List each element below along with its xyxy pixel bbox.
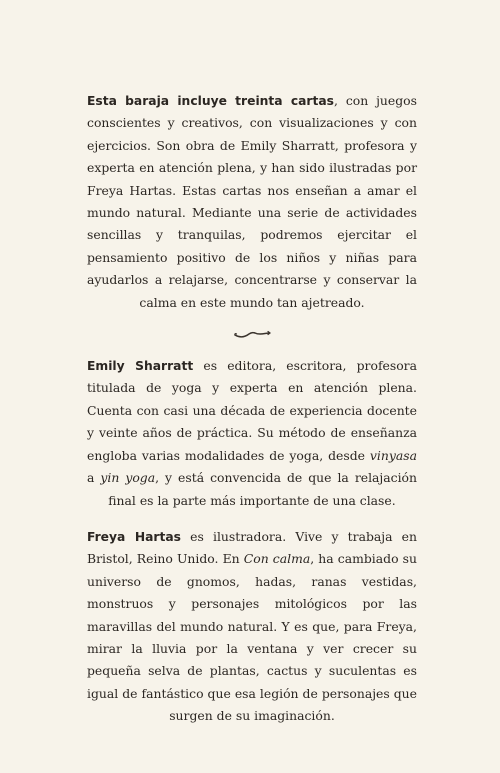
emily-name: Emily Sharratt (87, 359, 194, 374)
emily-text-1: es editora, escritora, profesora titulada de yoga y experta en atención plena. Cuenta con casi una década de experiencia docente y veinte años de práctica. Su método de enseñanza engloba varias modalidades de yoga, desde (87, 358, 417, 463)
book-title: Con calma (243, 551, 311, 567)
freya-name: Freya Hartas (87, 529, 181, 544)
swash-divider-icon (87, 328, 417, 342)
emily-term-yin-yoga: yin yoga (100, 470, 156, 486)
freya-text-2: , ha cambiado su universo de gnomos, hadas, ranas vestidas, monstruos y personajes mitológicos por las maravillas del mundo natural. Y es que, para Freya, mirar la lluvia por la ventana y ver crecer su pequeña selva de plantas, cactus y suculentas es igual de fantástico que esa legión de personajes que surgen de su imaginación. (87, 551, 417, 724)
emily-bio-paragraph (87, 355, 417, 512)
emily-term-vinyasa: vinyasa (369, 447, 417, 463)
emily-text-2: a (87, 470, 101, 486)
freya-text-1: es ilustradora. Vive y trabaja en Bristol, Reino Unido. En (87, 528, 417, 567)
intro-lead: Esta baraja incluye treinta cartas (87, 94, 334, 108)
emily-text-3: , y está convencida de que la relajación final es la parte más importante de una clase. (108, 470, 417, 508)
intro-text: , con juegos conscientes y creativos, con visualizaciones y con ejercicios. Son obra de Emily Sharratt, profesora y experta en atención plena, y han sido ilustradas por Freya Hartas. Estas cartas nos enseñan a amar el mundo natural. Mediante una serie de actividades sencillas y tranquilas, podremos ejercitar el pensamiento positivo de los niños y niñas para ayudarlos a relajarse, concentrarse y conservar la calma en este mundo tan ajetreado. (87, 93, 417, 310)
freya-bio-paragraph (87, 526, 417, 728)
intro-paragraph (87, 90, 417, 314)
book-flap-text (87, 90, 417, 728)
